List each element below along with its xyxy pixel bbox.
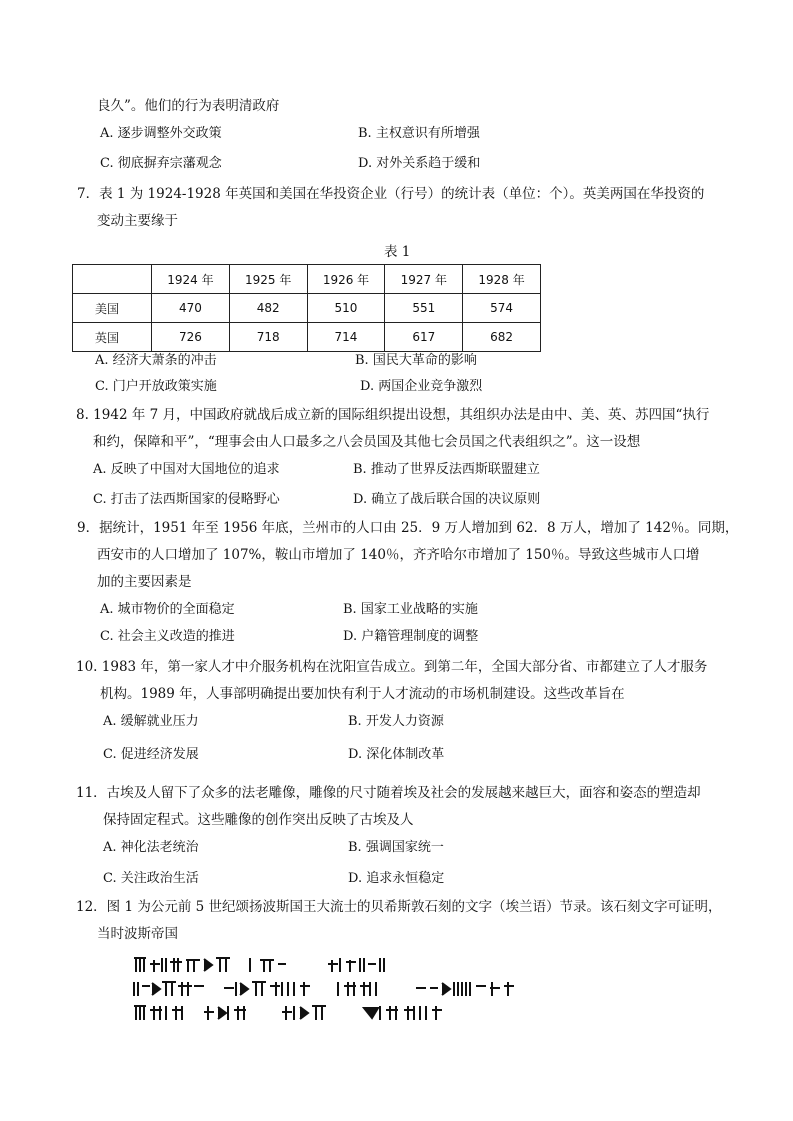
table-cell: 510	[307, 294, 385, 323]
q6-option-d: D. 对外关系趋于缓和	[358, 156, 481, 171]
q8-option-b: B. 推动了世界反法西斯联盟建立	[353, 462, 540, 477]
q8-option-a: A. 反映了中国对大国地位的追求	[93, 462, 280, 477]
q10-stem-line2: 机构。1989 年，人事部明确提出要加快有利于人才流动的市场机制建设。这些改革旨在	[100, 686, 625, 702]
q9-stem-line3: 加的主要因素是	[97, 574, 192, 590]
q11-option-d: D. 追求永恒稳定	[348, 871, 445, 886]
q11-stem-line2: 保持固定程式。这些雕像的创作突出反映了古埃及人	[103, 812, 414, 828]
q8-option-c: C. 打击了法西斯国家的侵略野心	[93, 492, 280, 507]
table-row-label: 英国	[73, 323, 152, 352]
q11-option-c: C. 关注政治生活	[103, 871, 199, 886]
cuneiform-row-3	[134, 1006, 442, 1020]
q11-option-a: A. 神化法老统治	[103, 840, 199, 855]
table-row	[73, 323, 541, 352]
q6-option-a: A. 逐步调整外交政策	[100, 126, 222, 141]
table-cell: 617	[385, 323, 463, 352]
q8-option-d: D. 确立了战后联合国的决议原则	[353, 492, 541, 507]
q7-option-c: C. 门户开放政策实施	[95, 379, 217, 394]
q11-stem-line1: 11．古埃及人留下了众多的法老雕像，雕像的尺寸随着埃及社会的发展越来越巨大，面容和姿态的塑造却	[76, 785, 701, 801]
q10-stem-line1: 10. 1983 年，第一家人才中介服务机构在沈阳宣告成立。到第二年，全国大部分省、市都建立了人才服务	[76, 659, 708, 675]
q9-option-d: D. 户籍管理制度的调整	[343, 629, 479, 644]
q9-option-b: B. 国家工业战略的实施	[343, 602, 478, 617]
table-cell: 714	[307, 323, 385, 352]
q8-stem-line2: 和约，保障和平”，“理事会由人口最多之八会员国及其他七会员国之代表组织之”。这一设想	[93, 434, 641, 450]
table-header-cell: 1924 年	[152, 265, 230, 294]
table-header-cell: 1925 年	[229, 265, 307, 294]
cuneiform-inscription-image	[132, 955, 612, 1025]
q6-option-b: B. 主权意识有所增强	[358, 126, 480, 141]
table-cell: 482	[229, 294, 307, 323]
table-caption: 表 1	[384, 244, 411, 260]
q6-option-c: C. 彻底摒弃宗藩观念	[100, 156, 222, 171]
investment-table	[72, 264, 541, 352]
table-cell: 726	[152, 323, 230, 352]
table-cell: 682	[463, 323, 541, 352]
table-row	[73, 294, 541, 323]
q11-option-b: B. 强调国家统一	[348, 840, 444, 855]
table-header-cell	[73, 265, 152, 294]
q7-stem-line1: 7．表 1 为 1924-1928 年英国和美国在华投资企业（行号）的统计表（单位：个）。英美两国在华投资的	[77, 186, 705, 202]
q10-option-c: C. 促进经济发展	[103, 747, 199, 762]
q7-option-a: A. 经济大萧条的冲击	[95, 353, 217, 368]
q7-option-b: B. 国民大革命的影响	[355, 353, 477, 368]
q9-option-c: C. 社会主义改造的推进	[100, 629, 235, 644]
table-header-row	[73, 265, 541, 294]
cuneiform-row-1	[134, 958, 384, 972]
table-header-cell: 1926 年	[307, 265, 385, 294]
q9-stem-line1: 9．据统计，1951 年至 1956 年底，兰州市的人口由 25．9 万人增加到 62．8 万人，增加了 142％。同期，	[77, 520, 739, 536]
cuneiform-row-2	[134, 982, 514, 996]
q10-option-d: D. 深化体制改革	[348, 747, 445, 762]
table-header-cell: 1928 年	[463, 265, 541, 294]
table-header-cell: 1927 年	[385, 265, 463, 294]
q10-option-a: A. 缓解就业压力	[103, 714, 199, 729]
table-cell: 574	[463, 294, 541, 323]
q8-stem-line1: 8. 1942 年 7 月，中国政府就战后成立新的国际组织提出设想，其组织办法是由中、美、英、苏四国“执行	[76, 407, 710, 423]
q12-stem-line1: 12．图 1 为公元前 5 世纪颂扬波斯国王大流士的贝希斯敦石刻的文字（埃兰语）节录。该石刻文字可证明，	[76, 899, 722, 915]
q10-option-b: B. 开发人力资源	[348, 714, 444, 729]
q9-option-a: A. 城市物价的全面稳定	[100, 602, 235, 617]
table-cell: 470	[152, 294, 230, 323]
table-row-label: 美国	[73, 294, 152, 323]
q9-stem-line2: 西安市的人口增加了 107%，鞍山市增加了 140％，齐齐哈尔市增加了 150％。导致这些城市人口增	[97, 547, 700, 563]
table-cell: 718	[229, 323, 307, 352]
q7-stem-line2: 变动主要缘于	[97, 213, 178, 229]
q6-stem-continued: 良久”。他们的行为表明清政府	[97, 98, 280, 114]
q7-option-d: D. 两国企业竞争激烈	[360, 379, 483, 394]
table-cell: 551	[385, 294, 463, 323]
q12-stem-line2: 当时波斯帝国	[97, 926, 178, 942]
